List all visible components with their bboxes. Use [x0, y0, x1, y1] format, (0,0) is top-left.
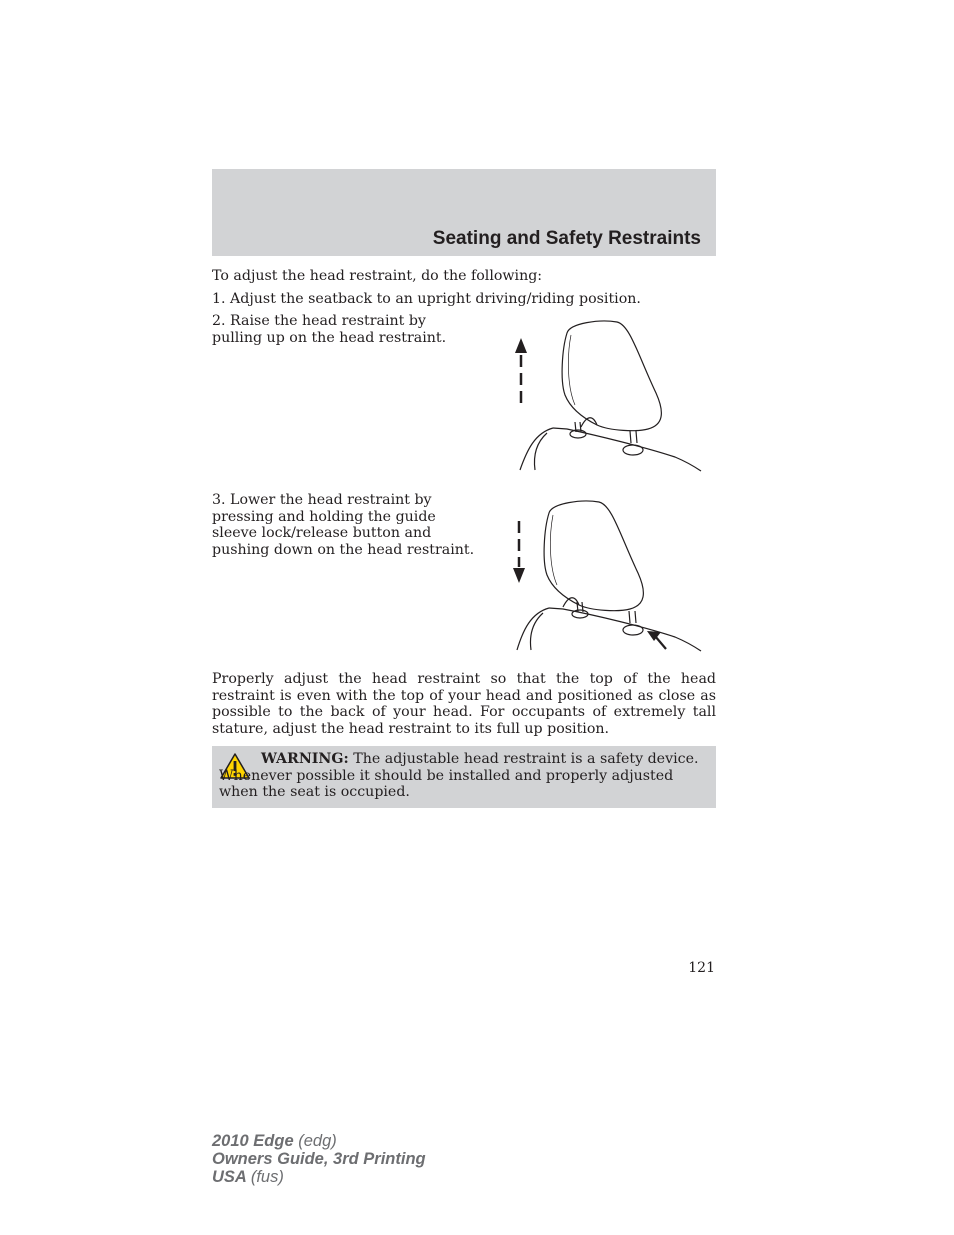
- head-restraint-raise-figure: [505, 315, 705, 475]
- step-1: 1. Adjust the seatback to an upright driving/riding position.: [212, 291, 641, 307]
- warning-label: WARNING:: [261, 751, 349, 767]
- up-arrow-icon: [515, 338, 527, 403]
- section-title: Seating and Safety Restraints: [432, 228, 701, 249]
- page-number: 121: [688, 960, 715, 976]
- intro-text: To adjust the head restraint, do the following:: [212, 268, 543, 284]
- footer-guide: Owners Guide, 3rd Printing: [212, 1150, 426, 1168]
- adjustment-paragraph: Properly adjust the head restraint so that the top of the head restraint is even with the top of your head and positioned as close as possible to the back of your head. For occupants of extremely tall stature, adjust the head restraint to its full up position.: [212, 671, 716, 737]
- down-arrow-icon: [513, 521, 525, 583]
- step-2: 2. Raise the head restraint by pulling up on the head restraint.: [212, 313, 447, 346]
- head-restraint-lower-figure: [505, 495, 705, 655]
- step-3: 3. Lower the head restraint by pressing and holding the guide sleeve lock/release button and pushing down on the head restraint.: [212, 492, 475, 558]
- footer-market-code: (fus): [250, 1168, 284, 1186]
- warning-text: [219, 751, 704, 801]
- warning-box: [212, 746, 716, 808]
- footer-model: 2010 Edge: [212, 1132, 294, 1150]
- section-header-band: [212, 169, 716, 256]
- footer-market: USA: [212, 1168, 247, 1186]
- footer-model-code: (edg): [298, 1132, 337, 1150]
- footer-publication-info: [212, 1132, 426, 1186]
- warning-message: The adjustable head restraint is a safety device. Whenever possible it should be installed and properly adjusted when the seat is occupied.: [219, 751, 699, 801]
